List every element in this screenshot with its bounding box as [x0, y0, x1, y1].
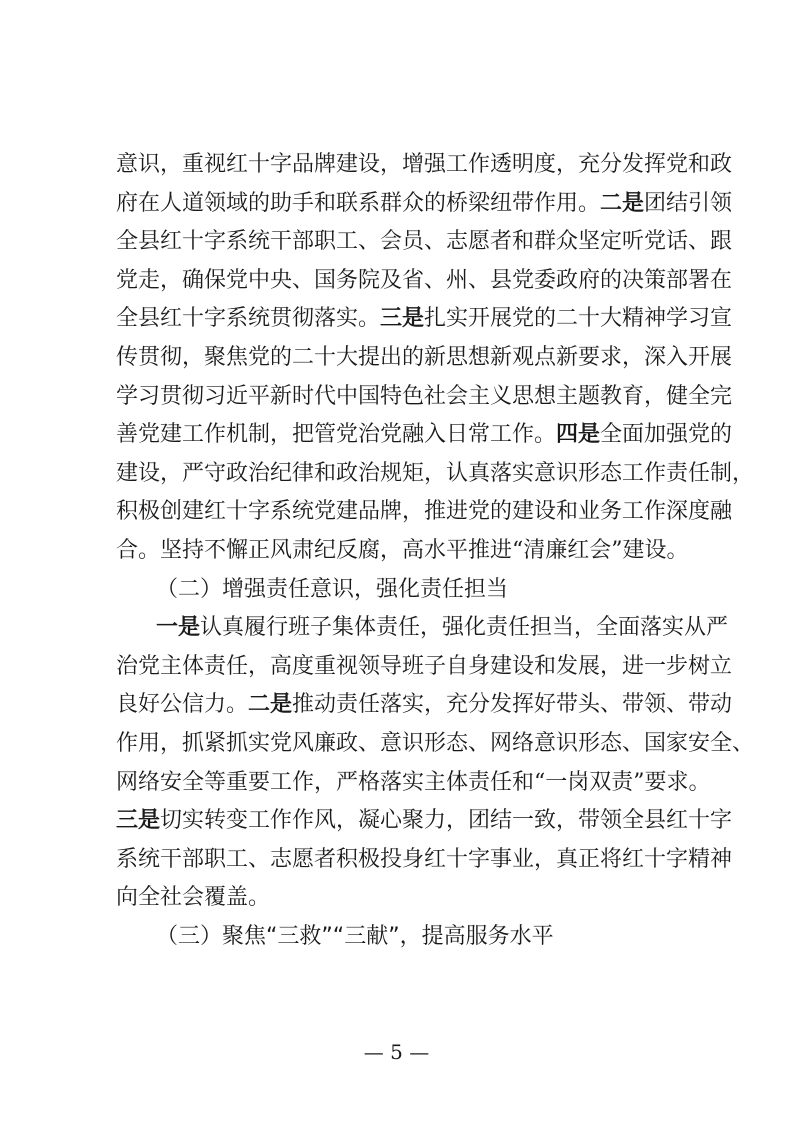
text-line	[116, 223, 733, 262]
text-span: 作用，抓紧抓实党风廉政、意识形态、网络意识形态、国家安全、	[116, 730, 755, 756]
text-line	[116, 262, 733, 301]
text-line	[116, 802, 733, 841]
text-span: 积极创建红十字系统党建品牌，推进党的建设和业务工作深度融	[116, 499, 733, 525]
text-line	[116, 185, 733, 224]
text-span: 合。坚持不懈正风肃纪反腐，高水平推进“清廉红会”建设。	[116, 537, 689, 563]
text-span: 团结引领	[644, 190, 733, 216]
text-span: 学习贯彻习近平新时代中国特色社会主义思想主题教育，健全完	[116, 383, 733, 409]
bold-marker: 一是	[156, 615, 201, 641]
text-line	[116, 493, 733, 532]
page-number: — 5 —	[363, 1040, 430, 1064]
text-line	[116, 455, 755, 494]
bold-marker: 四是	[556, 422, 601, 448]
text-span: 建设，严守政治纪律和政治规矩，认真落实意识形态工作责任制，	[116, 460, 755, 486]
bold-marker: 二是	[600, 190, 645, 216]
text-line	[116, 841, 733, 880]
text-line	[116, 339, 733, 378]
text-line	[116, 648, 733, 687]
section-heading-3: （三）聚焦“三救”“三献”，提高服务水平	[156, 923, 554, 949]
text-line	[116, 378, 733, 417]
text-line	[116, 300, 733, 339]
body-text	[116, 146, 755, 956]
text-line	[116, 725, 755, 764]
text-line	[116, 416, 733, 455]
text-span: 网络安全等重要工作，严格落实主体责任和“一岗双责”要求。	[116, 769, 711, 795]
text-span: 认真履行班子集体责任，强化责任担当，全面落实从严	[200, 615, 729, 641]
text-span: 切实转变工作作风，凝心聚力，团结一致，带领全县红十字	[160, 808, 733, 834]
text-span: 传贯彻，聚焦党的二十大提出的新思想新观点新要求，深入开展	[116, 344, 733, 370]
text-span: 府在人道领域的助手和联系群众的桥梁纽带作用。	[116, 190, 601, 216]
text-line	[116, 764, 711, 803]
text-line	[116, 609, 729, 648]
text-line	[116, 686, 733, 725]
text-span: 扎实开展党的二十大精神学习宣	[424, 306, 733, 332]
text-span: 意识，重视红十字品牌建设，增强工作透明度，充分发挥党和政	[116, 152, 733, 177]
bold-marker: 二是	[248, 692, 293, 718]
text-span: 全县红十字系统干部职工、会员、志愿者和群众坚定听党话、跟	[116, 229, 733, 255]
text-span: 推动责任落实，充分发挥好带头、带领、带动	[292, 692, 733, 718]
text-line	[116, 532, 688, 571]
text-line	[116, 879, 688, 918]
text-span: 良好公信力。	[116, 692, 249, 718]
text-span: 治党主体责任，高度重视领导班子自身建设和发展，进一步树立	[116, 653, 733, 679]
text-span: 善党建工作机制，把管党治党融入日常工作。	[116, 422, 557, 448]
text-span: 全面加强党的	[600, 422, 733, 448]
text-line	[116, 146, 733, 185]
bold-marker: 三是	[116, 808, 161, 834]
text-span: 向全社会覆盖。	[116, 885, 271, 911]
text-span: 全县红十字系统贯彻落实。	[116, 306, 381, 332]
text-span: 系统干部职工、志愿者积极投身红十字事业，真正将红十字精神	[116, 846, 733, 872]
section-heading-2: （二）增强责任意识，强化责任担当	[156, 576, 509, 602]
bold-marker: 三是	[380, 306, 425, 332]
text-span: 党走，确保党中央、国务院及省、州、县党委政府的决策部署在	[116, 267, 733, 293]
